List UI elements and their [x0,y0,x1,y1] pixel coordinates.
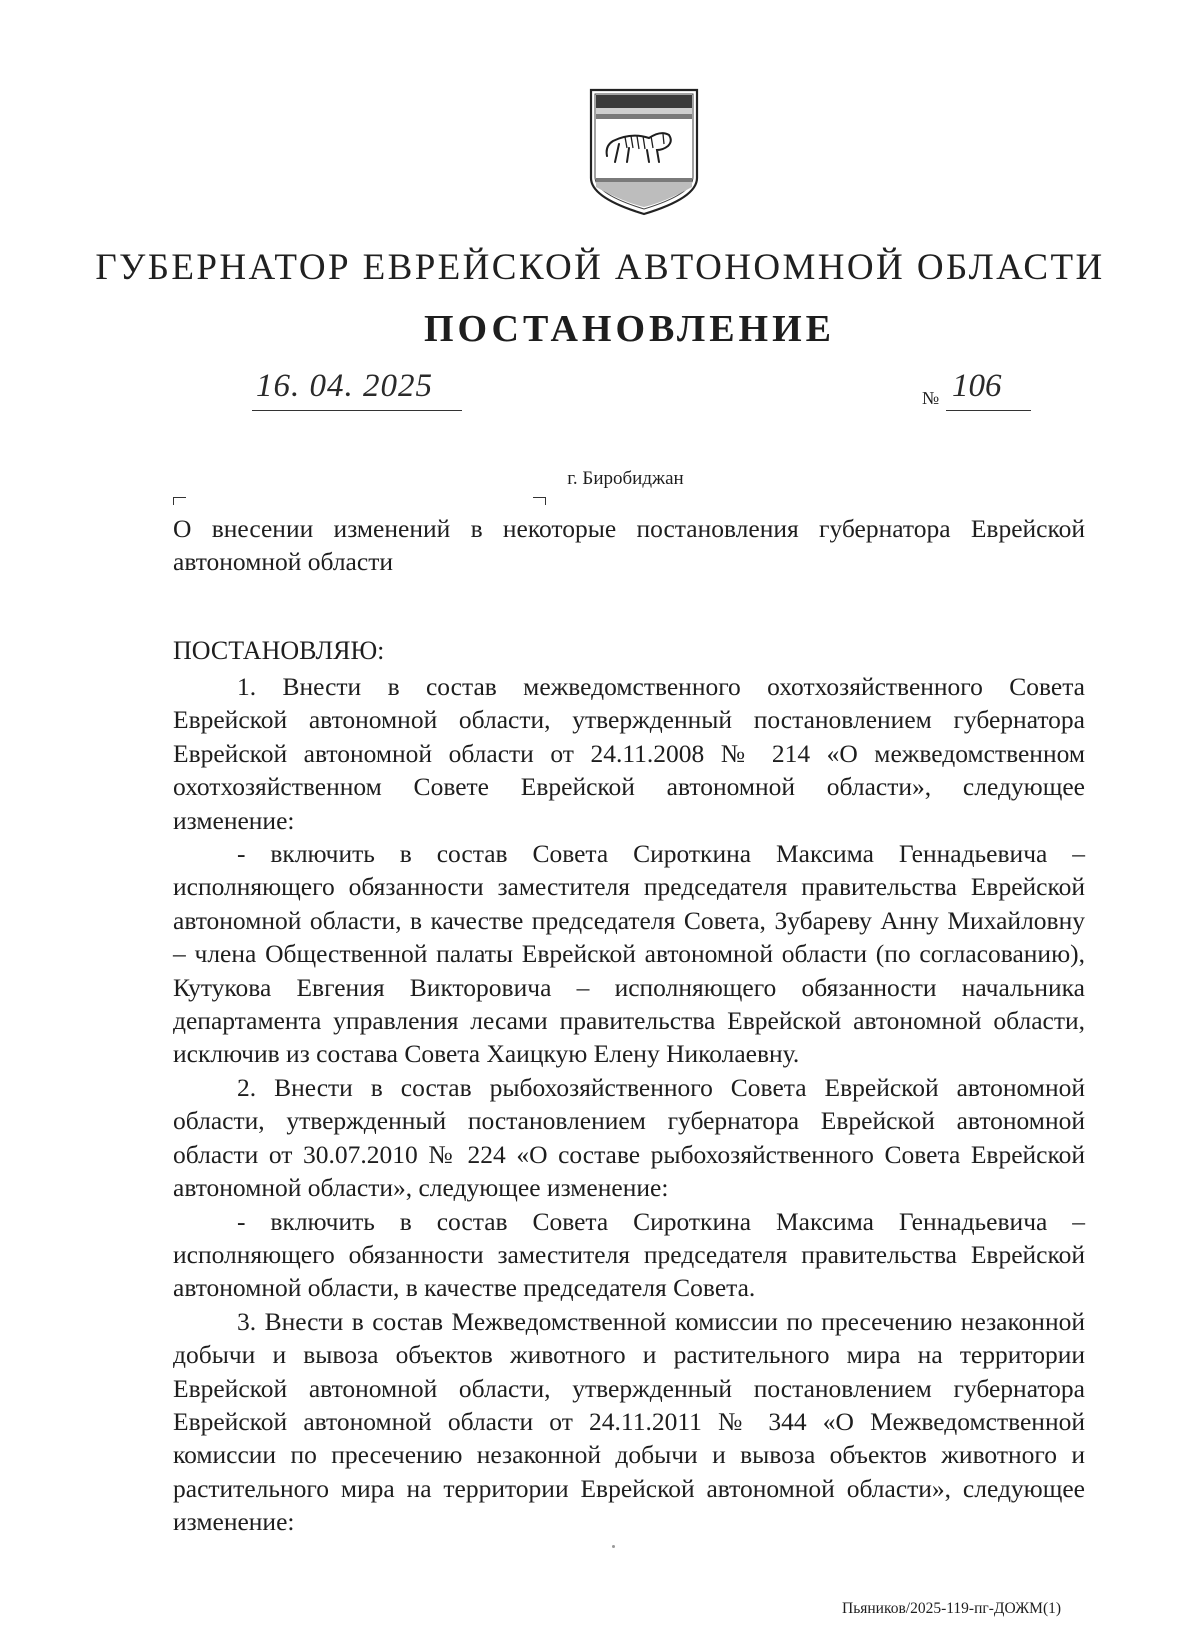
paragraph-2: 2. Внести в состав рыбохозяйственного Совета Еврейской автономной области, утвержденный постановлением губернатора Еврейской автономной области от 30.07.2010 № 224 «О составе рыбохозяйственного Совета Еврейской автономной области», следующее изменение: [173,1072,1085,1203]
number-underline [946,410,1031,411]
subject-corner-right [533,497,546,505]
scan-speck [612,1545,615,1548]
paragraph-3: 3. Внести в состав Межведомственной комиссии по пресечению незаконной добычи и вывоза объектов животного и растительного мира на территории Еврейской автономной области, утвержденный постановлением губернатора Еврейской автономной области от 24.11.2011 № 344 «О Межведомственной комиссии по пресечению незаконной добычи и вывоза объектов животного и растительного мира на территории Еврейской автономной области», следующее изменение: [173,1306,1085,1537]
organization-title: ГУБЕРНАТОР ЕВРЕЙСКОЙ АВТОНОМНОЙ ОБЛАСТИ [95,247,1105,288]
coat-of-arms-tiger-icon [585,86,703,218]
date-underline [252,410,462,411]
document-date: 16. 04. 2025 [256,368,433,404]
document-number: 106 [952,368,1002,404]
number-label: № [922,388,940,408]
document-type-title: ПОСТАНОВЛЕНИЕ [423,308,836,350]
footer-reference: Пьяников/2025-119-пг-ДОЖМ(1) [842,1600,1062,1617]
city: г. Биробиджан [567,468,684,489]
paragraph-2-item: - включить в состав Совета Сироткина Максима Геннадьевича – исполняющего обязанности заместителя председателя правительства Еврейской автономной области, в качестве председателя Совета. [173,1206,1085,1303]
decree-word: ПОСТАНОВЛЯЮ: [173,636,385,665]
paragraph-1-item: - включить в состав Совета Сироткина Максима Геннадьевича – исполняющего обязанности заместителя председателя правительства Еврейской автономной области, в качестве председателя Совета, Зубареву Анну Михайловну – члена Общественной палаты Еврейской автономной области (по согласованию), Кутукова Евгения Викторовича – исполняющего обязанности начальника департамента управления лесами правительства Еврейской автономной области, исключив из состава Совета Хаицкую Елену Николаевну. [173,839,1085,1069]
subject-corner-left [173,497,186,505]
document-subject: О внесении изменений в некоторые постановления губернатора Еврейской автономной области [173,514,1085,576]
document-body [173,670,1085,1539]
paragraph-1: 1. Внести в состав межведомственного охотхозяйственного Совета Еврейской автономной области, утвержденный постановлением губернатора Еврейской автономной области от 24.11.2008 № 214 «О межведомственном охотхозяйственном Совете Еврейской автономной области», следующее изменение: [173,672,1085,835]
